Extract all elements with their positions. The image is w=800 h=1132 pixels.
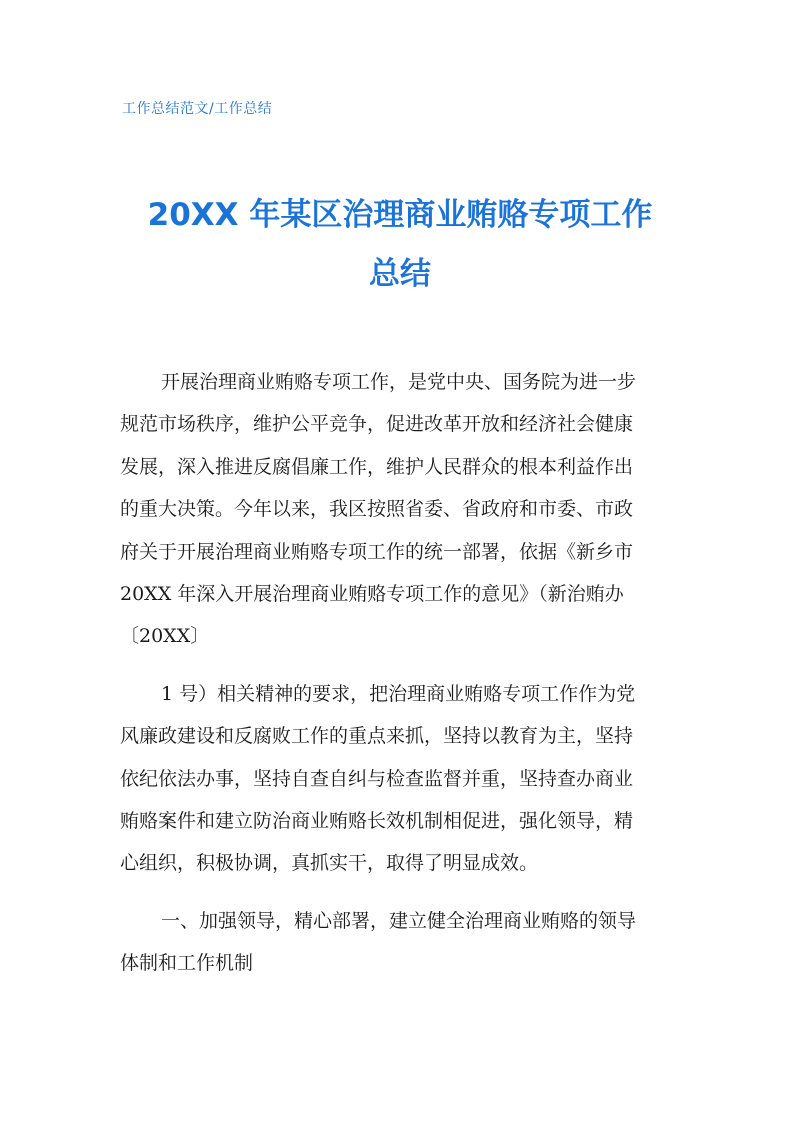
text-line: 〔20XX〕: [120, 625, 210, 648]
paragraph-3: [120, 900, 685, 985]
paragraph-gap: [120, 885, 685, 900]
paragraph-gap: [120, 658, 685, 673]
text-line: 规范市场秩序，维护公平竞争，促进改革开放和经济社会健康: [120, 413, 634, 436]
section-heading-line: 体制和工作机制: [120, 952, 254, 975]
text-line: 20XX 年深入开展治理商业贿赂专项工作的意见》（新治贿办: [120, 582, 624, 605]
page-title: [100, 186, 700, 304]
title-line-2: 总结: [369, 256, 431, 292]
text-line: 依纪依法办事，坚持自查自纠与检查监督并重，坚持查办商业: [120, 767, 634, 790]
breadcrumb[interactable]: 工作总结范文/工作总结: [122, 101, 273, 117]
document-body: [120, 361, 685, 984]
text-line: 贿赂案件和建立防治商业贿赂长效机制相促进，强化领导，精: [120, 809, 634, 832]
text-line: 的重大决策。今年以来，我区按照省委、省政府和市委、市政: [120, 498, 634, 521]
text-line: 开展治理商业贿赂专项工作，是党中央、国务院为进一步: [161, 371, 637, 393]
text-line: 发展，深入推进反腐倡廉工作，维护人民群众的根本利益作出: [120, 455, 634, 478]
text-line: 风廉政建设和反腐败工作的重点来抓，坚持以教育为主，坚持: [120, 725, 634, 748]
paragraph-2: [120, 673, 685, 885]
paragraph-1: [120, 361, 685, 658]
text-line: 1 号）相关精神的要求，把治理商业贿赂专项工作作为党: [161, 682, 636, 705]
title-line-1: 20XX 年某区治理商业贿赂专项工作: [147, 197, 653, 233]
text-line: 心组织，积极协调，真抓实干，取得了明显成效。: [120, 852, 539, 875]
section-heading-line: 一、加强领导，精心部署，建立健全治理商业贿赂的领导: [161, 909, 637, 932]
text-line: 府关于开展治理商业贿赂专项工作的统一部署，依据《新乡市: [120, 540, 634, 563]
